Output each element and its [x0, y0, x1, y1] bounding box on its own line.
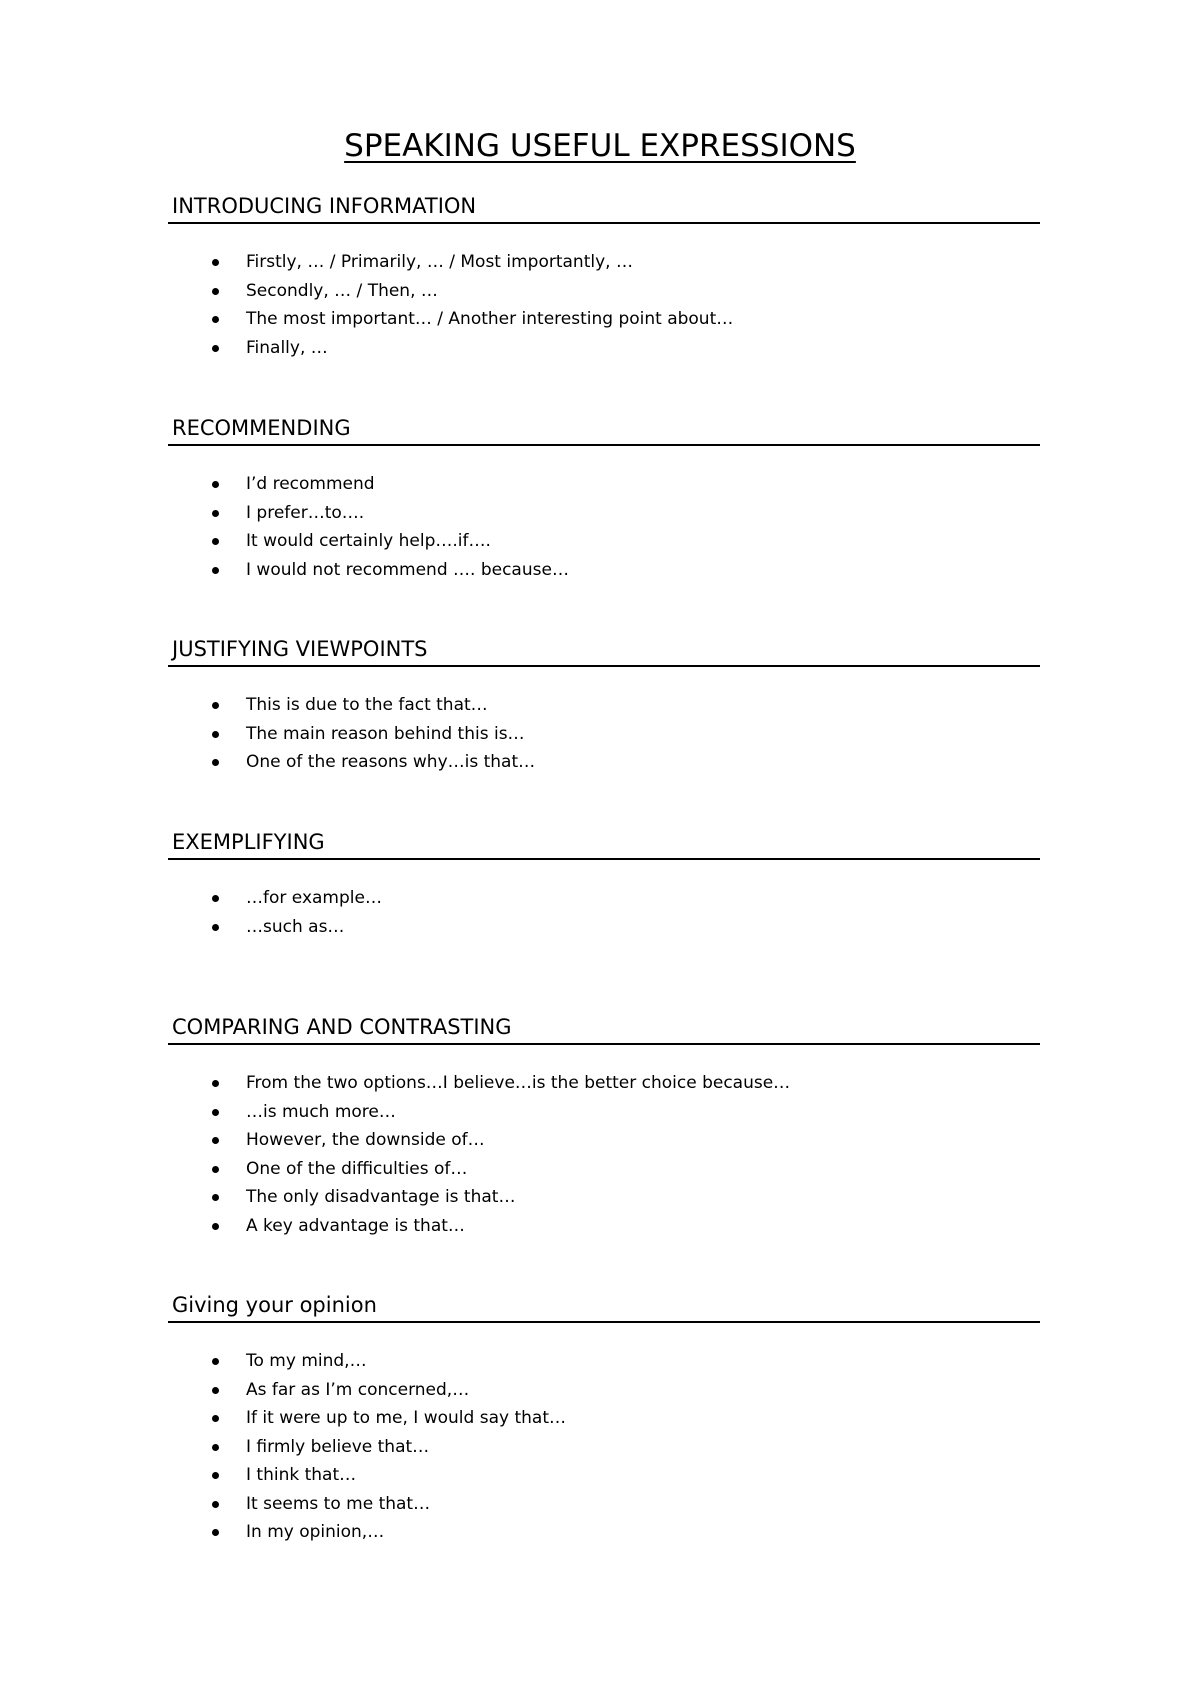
- list-item: [168, 1461, 1040, 1490]
- list-item-text: A key advantage is that…: [246, 1215, 465, 1236]
- bullet-icon: [212, 1387, 219, 1394]
- list-item: [168, 1404, 1040, 1433]
- list-item-text: I think that…: [246, 1465, 357, 1485]
- list-item: [168, 1098, 1040, 1127]
- section-introducing-information: [168, 192, 1040, 362]
- bullet-icon: [212, 316, 219, 323]
- list-item: [168, 1490, 1040, 1519]
- list-item: [168, 1126, 1040, 1155]
- list-item: [168, 556, 1040, 585]
- page-title: SPEAKING USEFUL EXPRESSIONS: [344, 128, 856, 164]
- list-item: [168, 748, 1040, 777]
- bullet-icon: [212, 1194, 219, 1201]
- section-giving-your-opinion: [168, 1291, 1040, 1547]
- section-heading: JUSTIFYING VIEWPOINTS: [168, 635, 1040, 667]
- bullet-icon: [212, 924, 219, 931]
- expression-list: [168, 884, 1040, 941]
- list-item-text: However, the downside of…: [246, 1130, 485, 1150]
- list-item-text: The main reason behind this is…: [246, 723, 525, 744]
- bullet-icon: [212, 510, 219, 517]
- bullet-icon: [212, 259, 219, 266]
- bullet-icon: [212, 345, 219, 352]
- bullet-icon: [212, 538, 219, 545]
- list-item: [168, 1518, 1040, 1547]
- section-recommending: [168, 414, 1040, 584]
- list-item: [168, 277, 1040, 306]
- list-item-text: This is due to the fact that…: [246, 695, 488, 715]
- list-item: [168, 248, 1040, 277]
- list-item-text: I firmly believe that…: [246, 1436, 430, 1457]
- expression-list: [168, 470, 1040, 584]
- list-item-text: I would not recommend …. because…: [246, 559, 569, 580]
- list-item-text: From the two options…I believe…is the better choice because…: [246, 1073, 791, 1093]
- bullet-icon: [212, 1415, 219, 1422]
- list-item: [168, 1183, 1040, 1212]
- bullet-icon: [212, 1501, 219, 1508]
- bullet-icon: [212, 1109, 219, 1116]
- bullet-icon: [212, 567, 219, 574]
- list-item-text: It would certainly help….if….: [246, 531, 491, 551]
- bullet-icon: [212, 1137, 219, 1144]
- section-justifying-viewpoints: [168, 635, 1040, 777]
- bullet-icon: [212, 1472, 219, 1479]
- section-heading: Giving your opinion: [168, 1291, 1040, 1323]
- bullet-icon: [212, 1358, 219, 1365]
- section-heading: COMPARING AND CONTRASTING: [168, 1013, 1040, 1045]
- expression-list: [168, 248, 1040, 362]
- expression-list: [168, 1347, 1040, 1547]
- bullet-icon: [212, 702, 219, 709]
- list-item: [168, 499, 1040, 528]
- list-item-text: If it were up to me, I would say that…: [246, 1408, 566, 1428]
- section-exemplifying: [168, 828, 1040, 941]
- list-item: [168, 913, 1040, 942]
- bullet-icon: [212, 1080, 219, 1087]
- list-item: [168, 305, 1040, 334]
- bullet-icon: [212, 1444, 219, 1451]
- list-item-text: One of the difficulties of…: [246, 1158, 468, 1179]
- list-item-text: The only disadvantage is that…: [246, 1187, 516, 1207]
- list-item: [168, 720, 1040, 749]
- section-comparing-and-contrasting: [168, 1013, 1040, 1240]
- bullet-icon: [212, 731, 219, 738]
- expression-list: [168, 1069, 1040, 1240]
- list-item: [168, 691, 1040, 720]
- list-item-text: In my opinion,…: [246, 1522, 385, 1542]
- list-item-text: To my mind,…: [246, 1351, 367, 1371]
- list-item-text: One of the reasons why…is that…: [246, 752, 536, 772]
- list-item-text: …for example…: [246, 888, 382, 908]
- list-item: [168, 1347, 1040, 1376]
- list-item: [168, 527, 1040, 556]
- bullet-icon: [212, 895, 219, 902]
- list-item-text: …such as…: [246, 916, 345, 937]
- section-heading: RECOMMENDING: [168, 414, 1040, 446]
- list-item: [168, 1155, 1040, 1184]
- list-item-text: Secondly, … / Then, …: [246, 280, 438, 301]
- expression-list: [168, 691, 1040, 777]
- list-item-text: It seems to me that…: [246, 1493, 431, 1514]
- bullet-icon: [212, 1223, 219, 1230]
- list-item-text: As far as I’m concerned,…: [246, 1379, 470, 1400]
- list-item-text: Firstly, … / Primarily, … / Most importantly, …: [246, 252, 633, 272]
- section-heading: EXEMPLIFYING: [168, 828, 1040, 860]
- list-item-text: The most important… / Another interesting point about…: [246, 309, 734, 329]
- bullet-icon: [212, 759, 219, 766]
- list-item-text: I’d recommend: [246, 474, 375, 494]
- list-item: [168, 1376, 1040, 1405]
- list-item: [168, 1212, 1040, 1241]
- list-item: [168, 884, 1040, 913]
- bullet-icon: [212, 288, 219, 295]
- list-item: [168, 1069, 1040, 1098]
- bullet-icon: [212, 1529, 219, 1536]
- section-heading: INTRODUCING INFORMATION: [168, 192, 1040, 224]
- list-item-text: Finally, …: [246, 337, 328, 358]
- list-item-text: I prefer…to….: [246, 502, 365, 523]
- bullet-icon: [212, 481, 219, 488]
- list-item-text: …is much more…: [246, 1101, 396, 1122]
- list-item: [168, 334, 1040, 363]
- list-item: [168, 1433, 1040, 1462]
- list-item: [168, 470, 1040, 499]
- bullet-icon: [212, 1166, 219, 1173]
